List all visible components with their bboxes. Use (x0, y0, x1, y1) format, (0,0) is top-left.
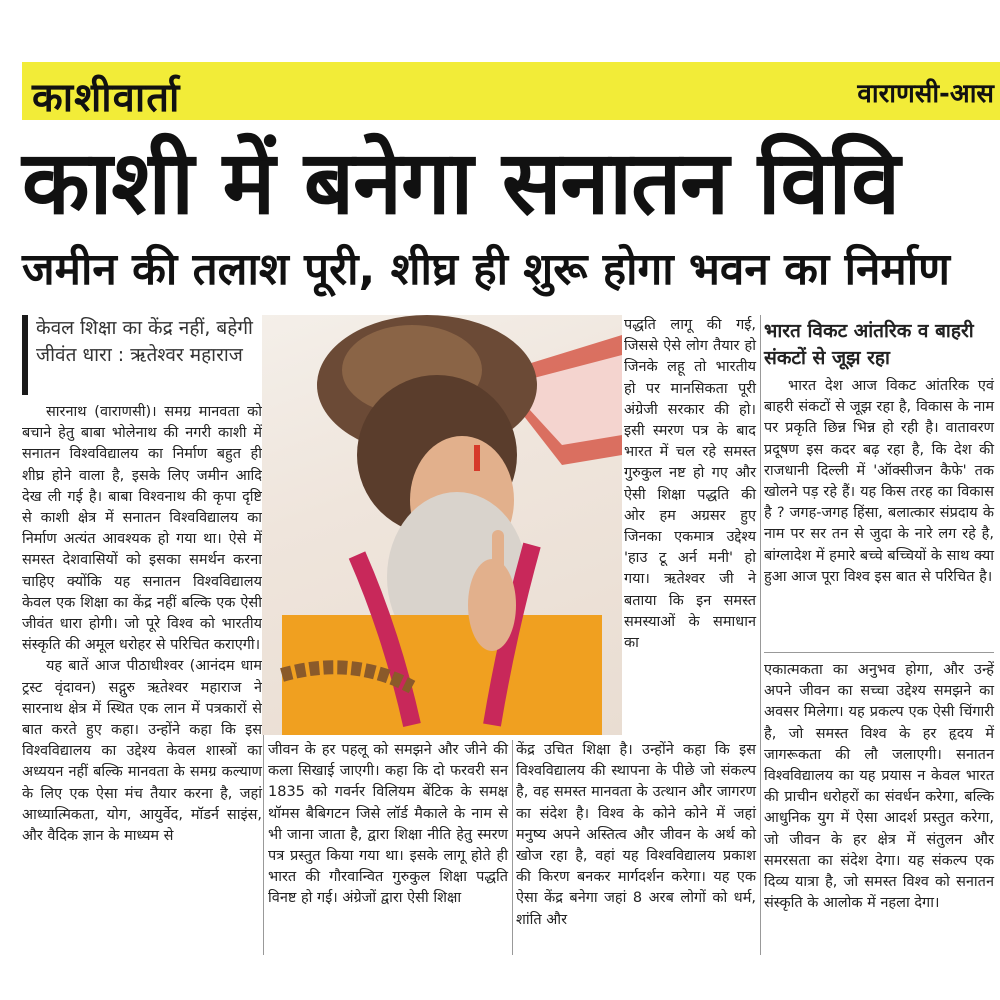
photo (262, 315, 622, 735)
article-column-3-top (624, 315, 756, 654)
paragraph: भारत देश आज विकट आंतरिक एवं बाहरी संकटों से जूझ रहा है, विकास के नाम पर प्रकृति छिन्न भिन्न हो रही है। वातावरण प्रदूषण इस कदर बढ़ रहा है, कि देश की राजधानी दिल्ली में 'ऑक्सीजन कैफे' तक खोलने पड़ रहे हैं। यह किस तरह का विकास है ? जगह-जगह हिंसा, बलात्कार संप्रदाय के नाम पर सर तन से जुदा के नारे लग रहे है, बांग्लादेश में हमारे बच्चे बच्चियों के साथ क्या हुआ आज पूरा विश्व इस बात से परिचित है। (764, 378, 994, 585)
article-column-4-bottom (764, 660, 994, 914)
article-column-2 (268, 740, 508, 910)
masthead-bar (22, 62, 1000, 120)
side-headline: भारत विकट आंतरिक व बाहरी संकटों से जूझ रहा (764, 320, 974, 369)
sub-headline: जमीन की तलाश पूरी, शीघ्र ही शुरू होगा भवन का निर्माण (22, 244, 950, 295)
article-column-1 (22, 402, 262, 847)
paragraph: केंद्र उचित शिक्षा है। उन्होंने कहा कि इस विश्वविद्यालय की स्थापना के पीछे जो संकल्प है, वह समस्त मानवता के उत्थान और जागरण का संदेश है। विश्व के कोने कोने में जहां मनुष्य अपने अस्तित्व और जीवन के अर्थ को खोज रहा है, वहां यह विश्वविद्यालय प्रकाश की किरण बनकर मार्गदर्शन करेगा। यह एक ऐसा केंद्र बनेगा जहां 8 अरब लोगों को धर्म, शांति और (516, 742, 756, 928)
newspaper-name: काशीवार्ता (32, 75, 181, 121)
paragraph: सारनाथ (वाराणसी)। समग्र मानवता को बचाने हेतु बाबा भोलेनाथ की नगरी काशी में सनातन विश्वविद्यालय का निर्माण बहुत ही शीघ्र होने वाला है, इसके लिए जमीन आदि देख ली गई है। बाबा विश्वनाथ की कृपा दृष्टि से काशी क्षेत्र में सनातन विश्वविद्यालय का निर्माण अत्यंत आवश्यक हो गया था। ऐसे में समस्त देशवासियों को इसका समर्थन करना चाहिए क्योंकि यह सनातन विश्वविद्यालय केवल एक शिक्षा का केंद्र नहीं बल्कि एक ऐसी जीवंत धारा होगी। जो पूरे विश्व को भारतीय संस्कृति की अमूल धरोहर से परिचित कराएगी। (22, 404, 262, 654)
photo-of-ritambhara-maharaj-icon (262, 315, 622, 735)
paragraph: पद्धति लागू की गई, जिससे ऐसे लोग तैयार हो जिनके लहू तो भारतीय हो पर मानसिकता पूरी अंग्रेजी सरकार की हो। इसी स्मरण पत्र के बाद भारत में चल रहे समस्त गुरुकुल नष्ट हो गए और ऐसी शिक्षा पद्धति की ओर हम अग्रसर हुए जिनका एकमात्र उद्देश्य 'हाउ टू अर्न मनी' हो गया। ऋतेश्वर जी ने बताया कि इन समस्त समस्याओं के समाधान का (624, 317, 756, 652)
paragraph: एकात्मकता का अनुभव होगा, और उन्हें अपने जीवन का सच्चा उद्देश्य समझने का अवसर मिलेगा। यह प्रकल्प एक ऐसी चिंगारी है, जो समस्त विश्व के हर हृदय में जागरूकता की लौ जलाएगी। सनातन विश्वविद्यालय का यह प्रयास न केवल भारत की प्राचीन धरोहरों का संवर्धन करेगा, बल्कि आधुनिक युग में ऐसा आदर्श प्रस्तुत करेगा, जो जीवन के हर क्षेत्र में संतुलन और समरसता का संदेश देगा। यह संकल्प एक दिव्य यात्रा है, जो समस्त विश्व को सनातन संस्कृति के आलोक में नहला देगा। (764, 662, 994, 912)
section-divider (764, 652, 994, 653)
side-article-body (764, 376, 994, 588)
box-headline: केवल शिक्षा का केंद्र नहीं, बहेगी जीवंत धारा : ऋतेश्वर महाराज (22, 315, 272, 395)
column-divider (512, 740, 513, 955)
edition-city: वाराणसी-आस (857, 79, 994, 109)
paragraph: जीवन के हर पहलू को समझने और जीने की कला सिखाई जाएगी। कहा कि दो फरवरी सन 1835 को गवर्नर विलियम बेंटिक के समक्ष थॉमस बैबिगटन जिसे लॉर्ड मैकाले के नाम से भी जाना जाता है, द्वारा शिक्षा नीति हेतु स्मरण पत्र प्रस्तुत किया गया था। इसके लागू होते ही भारत की गौरवान्वित गुरुकुल शिक्षा पद्धति विनष्ट हो गई। अंग्रेजों द्वारा ऐसी शिक्षा (268, 742, 508, 907)
column-divider (760, 315, 761, 955)
paragraph: यह बातें आज पीठाधीश्वर (आनंदम धाम ट्रस्ट वृंदावन) सद्गुरु ऋतेश्वर महाराज ने सारनाथ क्षेत्र में स्थित एक लान में पत्रकारों से बात करते हुए कहा। उन्होंने कहा कि इस विश्वविद्यालय का उद्देश्य केवल शास्त्रों का अध्ययन नहीं बल्कि मानवता के समग्र कल्याण के लिए एक ऐसा मंच तैयार करना है, जहां आध्यात्मिकता, योग, आयुर्वेद, मॉडर्न साइंस, और वैदिक ज्ञान के माध्यम से (22, 658, 262, 845)
article-column-3-bottom (516, 740, 756, 931)
main-headline: काशी में बनेगा सनातन विवि (22, 131, 900, 234)
